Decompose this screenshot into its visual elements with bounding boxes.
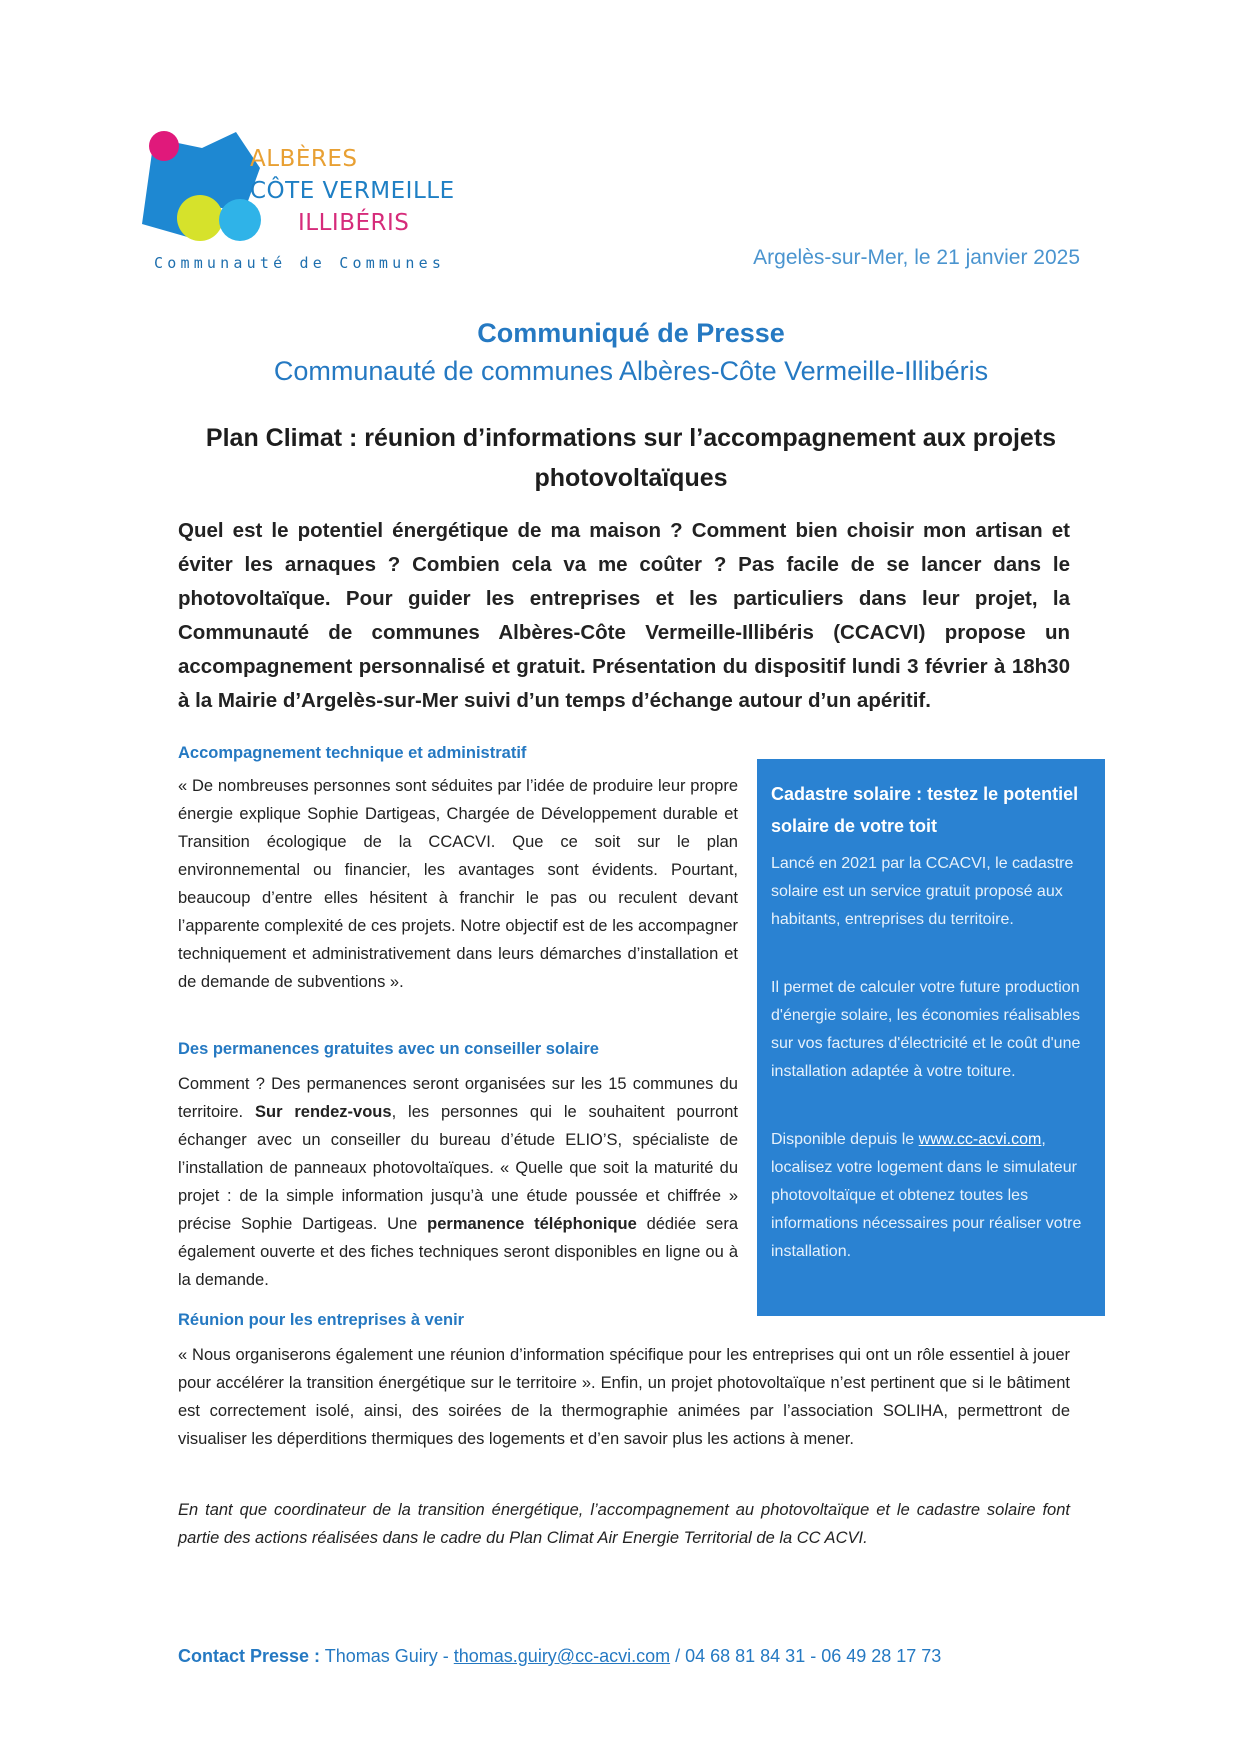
- website-link[interactable]: www.cc-acvi.com: [918, 1131, 1042, 1148]
- text-run: dédiée sera également ouverte et des fiches techniques seront disponibles en ligne ou à la demande.: [178, 1215, 738, 1289]
- section-heading-permanences: Des permanences gratuites avec un conseiller solaire: [178, 1040, 599, 1058]
- bold-rendez-vous: Sur rendez-vous: [254, 1103, 392, 1121]
- box-paragraph-3: [771, 1126, 1091, 1266]
- lead-paragraph: Quel est le potentiel énergétique de ma maison ? Comment bien choisir mon artisan et éviter les arnaques ? Combien cela va me coûter ? Pas facile de se lancer dans le photovoltaïque. Pour guider les entreprises et les particuliers dans leur projet, la Communauté de communes Albères-Côte Vermeille-Illibéris (CCACVI) propose un accompagnement personnalisé et gratuit. Présentation du dispositif lundi 3 février à 18h30 à la Mairie d’Argelès-sur-Mer suivi d’un temps d’échange autour d’un apéritif.: [178, 519, 1070, 712]
- text-run: Comment ? Des permanences seront organisées sur les 15 communes du territoire.: [178, 1075, 738, 1121]
- document-date: Argelès-sur-Mer, le 21 janvier 2025: [753, 246, 1080, 269]
- document-subtitle: Communauté de communes Albères-Côte Vermeille-Illibéris: [273, 356, 989, 386]
- bold-permanence-telephonique: permanence téléphonique: [427, 1215, 637, 1233]
- cadastre-solaire-box: [757, 759, 1105, 1316]
- logo: [140, 128, 480, 278]
- press-contact: [178, 1646, 941, 1667]
- section-text-reunion: « Nous organiserons également une réunion d’information spécifique pour les entreprises qui ont un rôle essentiel à jouer pour accélérer la transition énergétique sur le territoire ». Enfin, un projet photovoltaïque n’est pertinent que si le bâtiment est correctement isolé, ainsi, des soirées de la thermographie animées par l’association SOLIHA, permettront de visualiser les déperditions thermiques des logements et d’en savoir plus les actions à mener.: [178, 1346, 1070, 1448]
- logo-line-illiberis: ILLIBÉRIS: [298, 210, 410, 236]
- contact-label: Contact Presse :: [178, 1646, 321, 1666]
- text-run: , localisez votre logement dans le simulateur photovoltaïque et obtenez toutes les informations nécessaires pour réaliser votre installation.: [771, 1131, 1082, 1260]
- section-heading-reunion: Réunion pour les entreprises à venir: [178, 1311, 465, 1329]
- headline: Plan Climat : réunion d’informations sur l’accompagnement aux projets photovoltaïques: [205, 424, 1057, 492]
- section-heading-accompagnement: Accompagnement technique et administratif: [178, 744, 527, 762]
- section-text-permanences: [178, 1070, 738, 1294]
- box-paragraph-1: Lancé en 2021 par la CCACVI, le cadastre solaire est un service gratuit proposé aux habitants, entreprises du territoire.: [771, 855, 1074, 928]
- box-paragraph-2: Il permet de calculer votre future production d'énergie solaire, les économies réalisables sur vos factures d'électricité et le coût d'une installation adaptée à votre toiture.: [771, 979, 1081, 1080]
- document-title: Communiqué de Presse: [477, 318, 785, 348]
- text-run: , les personnes qui le souhaitent pourront échanger avec un conseiller du bureau d’étude ELIO’S, spécialiste de l’installation de panneaux photovoltaïques. « Quelle que soit la maturité du projet : de la simple information jusqu’à une étude poussée et chiffrée » précise Sophie Dartigeas. Une: [178, 1103, 739, 1233]
- logo-line-albères: ALBÈRES: [250, 146, 358, 172]
- logo-line-cote-vermeille: CÔTE VERMEILLE: [250, 178, 455, 204]
- closing-paragraph: En tant que coordinateur de la transition énergétique, l’accompagnement au photovoltaïque et le cadastre solaire font partie des actions réalisées dans le cadre du Plan Climat Air Energie Territorial de la CC ACVI.: [178, 1501, 1070, 1547]
- section-text-accompagnement: « De nombreuses personnes sont séduites par l’idée de produire leur propre énergie explique Sophie Dartigeas, Chargée de Développement durable et Transition écologique de la CCACVI. Que ce soit sur le plan environnemental ou financier, les avantages sont évidents. Pourtant, beaucoup d’entre elles hésitent à franchir le pas ou reculent devant l’apparente complexité de ces projets. Notre objectif est de les accompagner techniquement et administrativement dans leurs démarches d’installation et de demande de subventions ».: [178, 777, 738, 991]
- contact-email-link[interactable]: thomas.guiry@cc-acvi.com: [453, 1646, 671, 1666]
- logo-subtitle: Communauté de Communes: [154, 254, 446, 272]
- contact-name: Thomas Guiry -: [320, 1646, 454, 1666]
- contact-phones: / 04 68 81 84 31 - 06 49 28 17 73: [670, 1646, 942, 1666]
- text-run: Disponible depuis le: [771, 1131, 919, 1148]
- box-title: Cadastre solaire : testez le potentiel solaire de votre toit: [771, 784, 1079, 836]
